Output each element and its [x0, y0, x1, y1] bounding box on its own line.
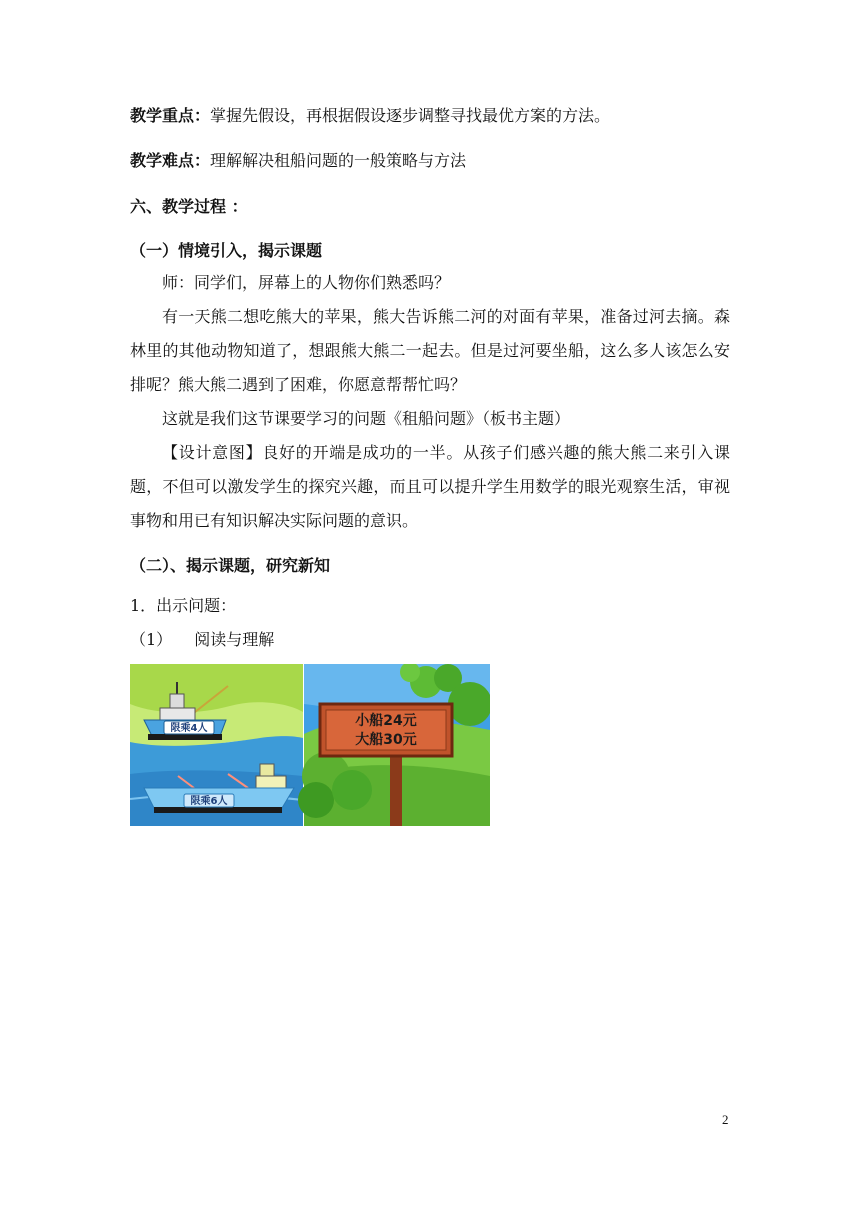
- part1-p3: 这就是我们这节课要学习的问题《租船问题》（板书主题）: [162, 409, 571, 428]
- item1-sub-num: （1）: [130, 630, 173, 649]
- page-number: 2: [722, 1112, 729, 1127]
- part2-title: （二）、揭示课题，研究新知: [130, 556, 331, 575]
- boats-and-sign-figure: [130, 664, 490, 826]
- key-point: [130, 106, 610, 126]
- item1: 1．出示问题：: [130, 596, 237, 615]
- difficulty: [130, 151, 466, 171]
- price-sign-panel: [298, 664, 490, 826]
- item1-sub-text: 阅读与理解: [194, 630, 275, 649]
- small-boat-label: 限乘4人: [170, 723, 208, 734]
- difficulty-text: 理解解决租船问题的一般策略与方法: [210, 151, 467, 170]
- design-intent: [130, 436, 730, 538]
- part1-p2: 有一天熊二想吃熊大的苹果，熊大告诉熊二河的对面有苹果，准备过河去摘。森林里的其他动物知道了，想跟熊大熊二一起去。但是过河要坐船，这么多人该怎么安排呢？熊大熊二遇到了困难，你愿意帮帮忙吗？: [130, 307, 730, 394]
- section6-title: 六、教学过程 ：: [130, 197, 248, 216]
- large-boat-label: 限乘6人: [190, 796, 228, 807]
- boats-panel: [130, 664, 303, 826]
- part1-p1: 师：同学们，屏幕上的人物你们熟悉吗？: [162, 273, 451, 292]
- item1-sub: [130, 630, 274, 650]
- sign-line1: 小船24元: [355, 713, 417, 729]
- key-point-text: 掌握先假设，再根据假设逐步调整寻找最优方案的方法。: [210, 106, 611, 125]
- difficulty-label: 教学难点：: [130, 151, 211, 170]
- price-sign: [320, 704, 452, 756]
- design-intent-label: 【设计意图】: [162, 443, 263, 462]
- design-intent-text: 良好的开端是成功的一半。从孩子们感兴趣的熊大熊二来引入课题，不但可以激发学生的探究兴趣，而且可以提升学生用数学的眼光观察生活，审视事物和用已有知识解决实际问题的意识。: [130, 443, 730, 530]
- sign-line2: 大船30元: [355, 732, 417, 748]
- part1-title: （一）情境引入，揭示课题: [130, 241, 323, 260]
- key-point-label: 教学重点：: [130, 106, 211, 125]
